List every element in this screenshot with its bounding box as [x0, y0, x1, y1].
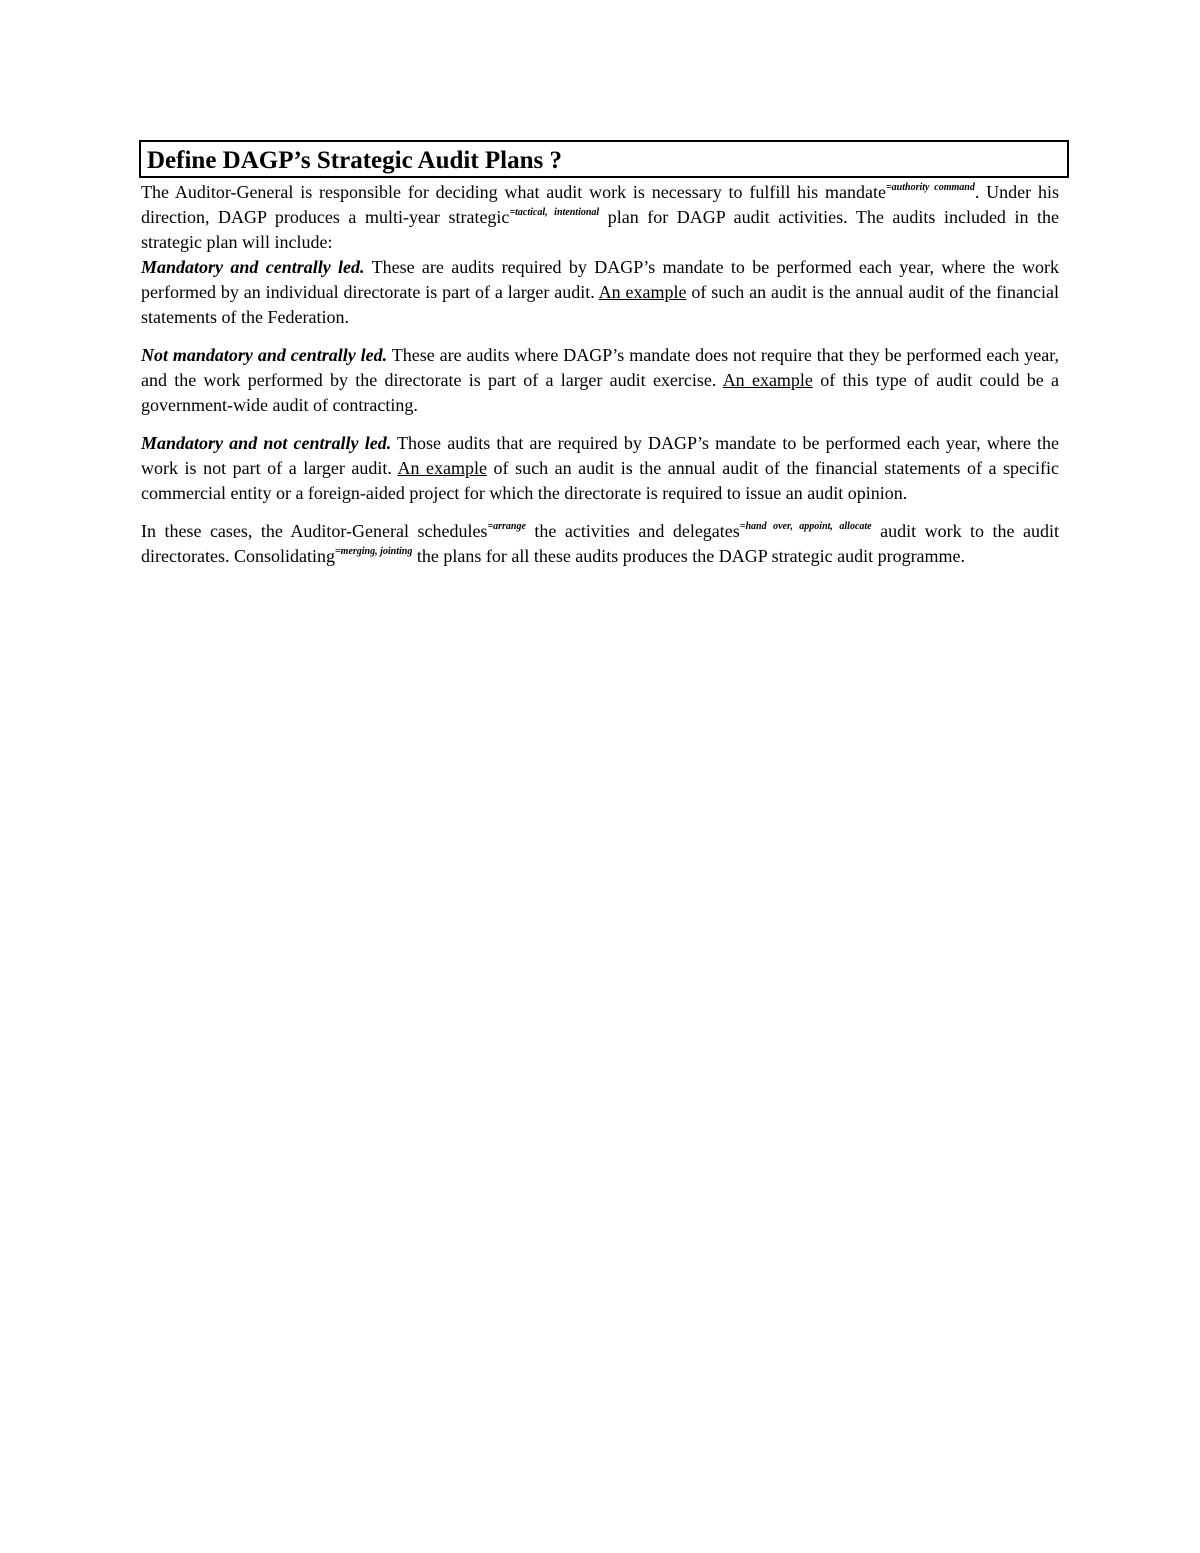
gloss-schedules: =arrange — [487, 521, 526, 532]
document-page — [139, 140, 1069, 569]
closing-text-3: audit work to the audit directorates. Consolidating — [141, 521, 1060, 566]
not-mandatory-central-text-1: These are audits where DAGP’s mandate does not require that they be performed each year, and the work performed by the directorate is part of a larger audit exercise. — [141, 345, 1059, 390]
mandatory-central-lead: Mandatory and centrally led. — [141, 257, 365, 277]
title-box — [139, 140, 1069, 178]
mandatory-not-central-lead: Mandatory and not centrally led. — [141, 433, 392, 453]
mandatory-central-example: An example — [598, 282, 687, 302]
closing-text-1: In these cases, the Auditor-General schedules — [141, 521, 488, 541]
mandatory-central-paragraph — [141, 255, 1059, 330]
closing-text-4: the plans for all these audits produces the DAGP strategic audit programme. — [412, 546, 966, 566]
intro-text-3: plan for DAGP audit activities. The audits included in the strategic plan will include: — [141, 207, 1060, 252]
gloss-strategic: =tactical, intentional — [509, 207, 600, 218]
not-mandatory-central-text-2: of this type of audit could be a government-wide audit of contracting. — [141, 370, 1060, 415]
mandatory-central-text-2: of such an audit is the annual audit of the financial statements of the Federation. — [141, 282, 1059, 327]
gloss-consolidating: =merging, jointing — [334, 546, 413, 557]
closing-paragraph — [141, 519, 1059, 569]
intro-text-1: The Auditor-General is responsible for deciding what audit work is necessary to fulfill his mandate — [141, 182, 886, 202]
mandatory-not-central-paragraph — [141, 431, 1059, 506]
not-mandatory-central-example: An example — [722, 370, 813, 390]
closing-text-2: the activities and delegates — [525, 521, 740, 541]
mandatory-not-central-text-2: of such an audit is the annual audit of the financial statements of a specific commercial entity or a foreign-aided project for which the directorate is required to issue an audit opinion. — [141, 458, 1060, 503]
gloss-mandate: =authority command — [885, 182, 975, 193]
mandatory-central-text-1: These are audits required by DAGP’s mandate to be performed each year, where the work performed by an individual directorate is part of a larger audit. — [141, 257, 1060, 302]
mandatory-not-central-example: An example — [397, 458, 487, 478]
gloss-delegates: =hand over, appoint, allocate — [739, 521, 872, 532]
not-mandatory-central-paragraph — [141, 343, 1059, 418]
document-body — [139, 180, 1069, 569]
intro-paragraph — [141, 180, 1059, 255]
not-mandatory-central-lead: Not mandatory and centrally led. — [141, 345, 388, 365]
mandatory-not-central-text-1: Those audits that are required by DAGP’s mandate to be performed each year, where the work is not part of a larger audit. — [141, 433, 1059, 478]
intro-text-2: . Under his direction, DAGP produces a multi-year strategic — [141, 182, 1059, 227]
page-title: Define DAGP’s Strategic Audit Plans ? — [147, 147, 563, 174]
